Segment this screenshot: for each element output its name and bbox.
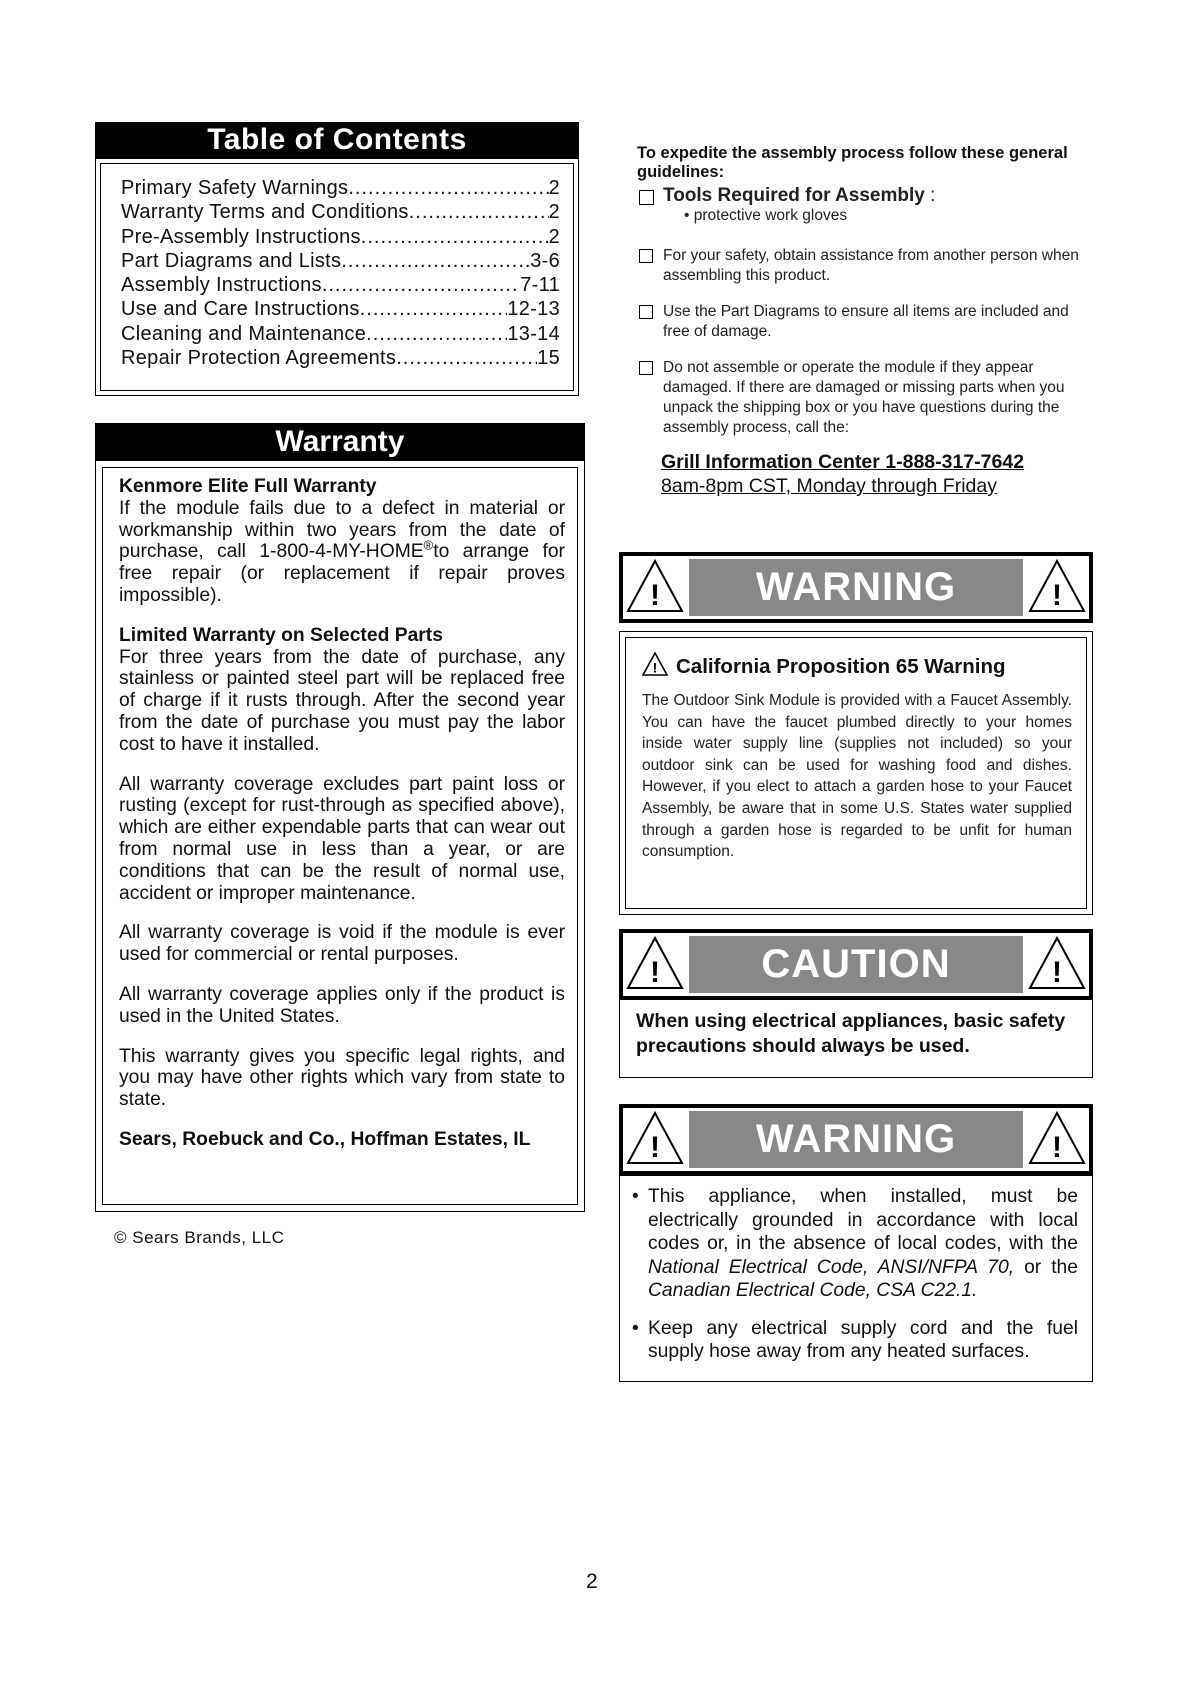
tools-required-colon: : xyxy=(930,185,936,206)
toc-entry-page: 2 xyxy=(548,177,560,199)
svg-text:!: ! xyxy=(1052,1131,1062,1164)
supply-cord-text: Keep any electrical supply cord and the fuel supply hose away from any heated surfaces. xyxy=(648,1317,1078,1362)
toc-leader-dots xyxy=(360,297,508,321)
warranty-exclusions: All warranty coverage excludes part paint loss or rusting (except for rust-through as specified above), which are either expendable parts that can wear out from normal use in less than a year, or are conditions that can be the result of normal use, accident or improper maintenance. xyxy=(119,773,565,904)
svg-text:!: ! xyxy=(650,956,660,989)
warranty-box xyxy=(95,460,585,1212)
full-warranty-text-b: to arrange for free repair (or replacement if repair proves impossible). xyxy=(119,541,565,606)
checkbox-icon xyxy=(639,305,653,319)
warranty-company: Sears, Roebuck and Co., Hoffman Estates, IL xyxy=(119,1128,531,1150)
grill-info-center xyxy=(637,450,1092,498)
toc-entry xyxy=(121,225,560,249)
toc-entry-title: Use and Care Instructions xyxy=(121,298,360,321)
prop65-heading-text: California Proposition 65 Warning xyxy=(676,655,1006,678)
toc-entry-title: Part Diagrams and Lists xyxy=(121,249,342,272)
svg-text:!: ! xyxy=(650,579,660,612)
grounding-text-b: or the xyxy=(1014,1256,1078,1278)
toc-entry xyxy=(121,322,560,346)
warning-label: WARNING xyxy=(689,1111,1023,1168)
toc-list xyxy=(100,163,574,391)
toc-entry-title: Warranty Terms and Conditions xyxy=(121,201,409,224)
nec-reference: National Electrical Code, ANSI/NFPA 70, xyxy=(648,1256,1015,1278)
toc-entry-page: 3-6 xyxy=(530,249,560,272)
bullet: • xyxy=(632,1186,639,1207)
toc-entry-page: 15 xyxy=(537,347,560,370)
svg-text:!: ! xyxy=(650,1131,660,1164)
toc-entry xyxy=(121,200,560,224)
page-number: 2 xyxy=(586,1570,598,1593)
toc-entry xyxy=(121,346,560,370)
warning-banner xyxy=(619,552,1093,623)
toc-box xyxy=(95,158,579,396)
toc-leader-dots xyxy=(361,225,549,249)
checkbox-icon xyxy=(639,249,653,263)
grill-info-hours: 8am-8pm CST, Monday through Friday xyxy=(661,475,997,497)
toc-leader-dots xyxy=(341,249,530,273)
toc-entry xyxy=(121,176,560,200)
toc-leader-dots xyxy=(322,273,520,297)
bullet: • xyxy=(632,1317,639,1339)
warning-banner xyxy=(619,1104,1093,1175)
guideline-item xyxy=(637,358,1092,438)
toc-entry-title: Cleaning and Maintenance xyxy=(121,322,367,345)
toc-entry-page: 2 xyxy=(548,225,560,248)
full-warranty-text xyxy=(119,498,565,607)
warning-triangle-icon xyxy=(1027,1110,1087,1166)
warranty-us-only: All warranty coverage applies only if the product is used in the United States. xyxy=(119,983,565,1027)
caution-text: When using electrical appliances, basic safety precautions should always be used. xyxy=(619,998,1093,1078)
full-warranty-heading: Kenmore Elite Full Warranty xyxy=(119,476,377,497)
warning-label: WARNING xyxy=(689,559,1023,616)
toc-leader-dots xyxy=(348,176,548,200)
prop65-warning-box xyxy=(619,631,1093,915)
guideline-text: Use the Part Diagrams to ensure all items are included and free of damage. xyxy=(663,303,1069,340)
caution-banner xyxy=(619,929,1093,1000)
warning-triangle-icon xyxy=(642,652,668,676)
toc-title: Table of Contents xyxy=(95,122,579,158)
tools-required-label: Tools Required for Assembly xyxy=(663,185,925,206)
toc-entry-page: 7-11 xyxy=(520,274,560,297)
toc-entry xyxy=(121,249,560,273)
svg-text:!: ! xyxy=(652,659,658,676)
toc-entry-title: Pre-Assembly Instructions xyxy=(121,225,361,248)
toc-entry xyxy=(121,297,560,321)
tools-required xyxy=(637,186,1092,206)
tool-item: • protective work gloves xyxy=(684,207,848,224)
warranty-legal-rights: This warranty gives you specific legal rights, and you may have other rights which vary from state to state. xyxy=(119,1045,565,1111)
prop65-body: The Outdoor Sink Module is provided with a Faucet Assembly. You can have the faucet plumbed directly to your homes inside water supply line (supplies not included) so your outdoor sink can be used for washing food and dishes. However, if you elect to attach a garden hose to your Faucet Assembly, be aware that in some U.S. States water supplied through a garden hose is regarded to be unfit for human consumption. xyxy=(642,692,1072,861)
toc-entry-title: Primary Safety Warnings xyxy=(121,177,349,199)
guideline-item xyxy=(637,246,1092,286)
guideline-text: For your safety, obtain assistance from another person when assembling this product. xyxy=(663,247,1079,284)
electrical-warning-box xyxy=(619,1175,1093,1382)
supply-cord-warning xyxy=(632,1317,1078,1364)
toc-leader-dots xyxy=(409,200,549,224)
toc-entry-page: 13-14 xyxy=(507,322,560,345)
warranty-commercial-void: All warranty coverage is void if the module is ever used for commercial or rental purposes. xyxy=(119,922,565,966)
full-warranty-text-a: If the module fails due to a defect in material or workmanship within two years from the date of purchase, call 1-800-4-MY-HOME xyxy=(119,497,565,563)
checkbox-icon xyxy=(639,361,653,375)
grounding-warning xyxy=(632,1185,1078,1303)
warning-triangle-icon xyxy=(625,935,685,991)
svg-text:!: ! xyxy=(1052,579,1062,612)
guideline-item xyxy=(637,302,1092,342)
warranty-title: Warranty xyxy=(95,423,585,460)
guidelines-intro: To expedite the assembly process follow these general guidelines: xyxy=(637,144,1068,181)
cec-reference: Canadian Electrical Code, CSA C22.1. xyxy=(648,1280,978,1301)
svg-text:!: ! xyxy=(1052,956,1062,989)
caution-label: CAUTION xyxy=(689,936,1023,993)
toc-leader-dots xyxy=(396,346,537,370)
guideline-text: Do not assemble or operate the module if they appear damaged. If there are damaged or missing parts when you unpack the shipping box or you have questions during the assembly process, call the: xyxy=(663,359,1065,436)
grill-info-phone: Grill Information Center 1-888-317-7642 xyxy=(661,451,1025,473)
warning-triangle-icon xyxy=(625,1110,685,1166)
warning-triangle-icon xyxy=(625,558,685,614)
copyright: © Sears Brands, LLC xyxy=(114,1228,285,1247)
checkbox-icon xyxy=(639,190,654,205)
prop65-heading xyxy=(642,652,1072,680)
toc-entry-page: 12-13 xyxy=(507,298,560,321)
toc-leader-dots xyxy=(366,322,507,346)
warning-triangle-icon xyxy=(1027,558,1087,614)
toc-entry-title: Repair Protection Agreements xyxy=(121,347,397,370)
warranty-content xyxy=(102,467,578,1205)
grounding-text-a: This appliance, when installed, must be electrically grounded in accordance with local codes or, in the absence of local codes, with the xyxy=(648,1186,1078,1254)
limited-warranty-text: For three years from the date of purchase, any stainless or painted steel part will be replaced free of charge if it rusts through. After the second year from the date of purchase you must pay the labor cost to have it installed. xyxy=(119,646,565,755)
warning-triangle-icon xyxy=(1027,935,1087,991)
registered-mark: ® xyxy=(423,537,434,553)
toc-entry-page: 2 xyxy=(548,201,560,224)
limited-warranty-heading: Limited Warranty on Selected Parts xyxy=(119,624,443,646)
assembly-guidelines xyxy=(637,144,1092,498)
toc-entry-title: Assembly Instructions xyxy=(121,274,322,297)
toc-entry xyxy=(121,273,560,297)
